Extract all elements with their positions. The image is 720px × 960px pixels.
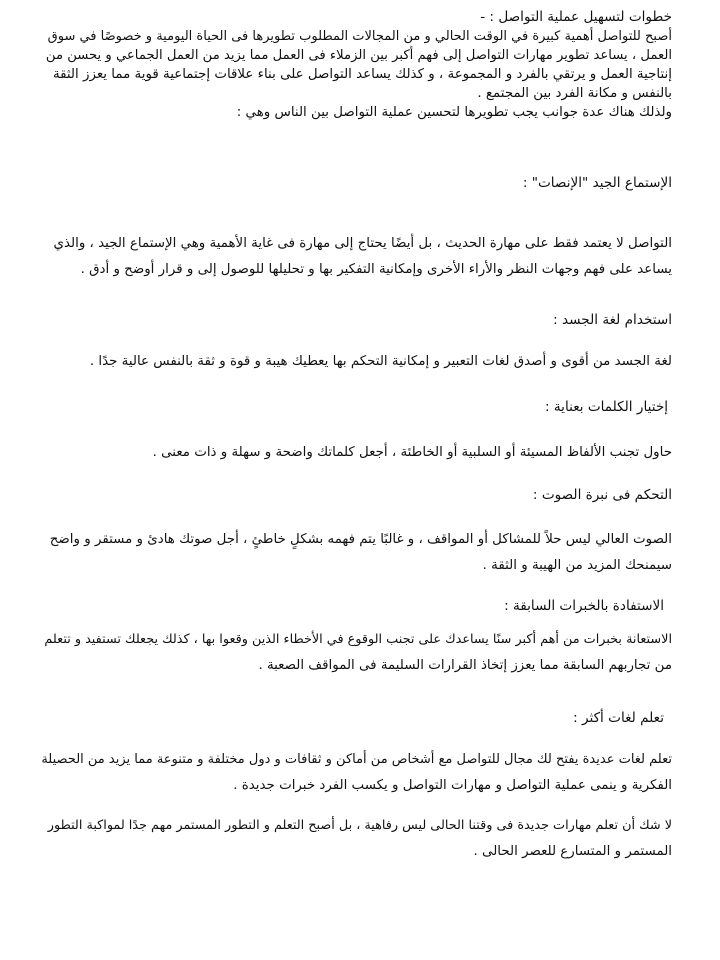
- intro-block: [40, 8, 672, 122]
- section-heading: إختيار الكلمات بعناية :: [544, 399, 668, 415]
- section-body-line: الاستعانة بخبرات من أهم أكبر سنًا يساعدك على تجنب الوقوع في الأخطاء الذين وقعوا بها ، كذلك يجعلك تستفيد و تتعلم: [44, 632, 672, 647]
- section-body-line: الصوت العالي ليس حلاً للمشاكل أو المواقف ، و غالبًا يتم فهمه بشكلٍ خاطئٍ ، أجل صوتك هادئ و مستقر و واضح: [49, 532, 672, 547]
- section-heading: الإستماع الجيد "الإنصات" :: [522, 175, 672, 191]
- intro-line: العمل ، يساعد تطوير مهارات التواصل إلى فهم أكبر بين الزملاء فى العمل مما يزيد من العمل الجماعي و يحسن من: [45, 48, 672, 63]
- section-heading: الاستفادة بالخبرات السابقة :: [504, 598, 664, 614]
- section-body-line: الفكرية و ينمى عملية التواصل و مهارات التواصل و يكسب الفرد خبرات جديدة .: [233, 778, 672, 793]
- intro-line: أصبح للتواصل أهمية كبيرة في الوقت الحالي و من المجالات المطلوب تطويرها فى الحياة اليومية و خصوصًا في سوق: [47, 29, 672, 44]
- section-heading: تعلم لغات أكثر :: [573, 710, 664, 726]
- section-body: [40, 527, 672, 579]
- section-body-line: حاول تجنب الألفاظ المسيئة أو السلبية أو الخاطئة ، أجعل كلماتك واضحة و سهلة و ذات معنى .: [152, 445, 672, 460]
- intro-line: إنتاجية العمل و يرتقي بالفرد و المجموعة ، و كذلك يساعد التواصل على بناء علاقات إجتماعية قوية مما يعزز الثقة: [52, 67, 672, 82]
- section-body-line: يساعد على فهم وجهات النظر والأراء الأخرى وإمكانية التفكير بها و تحليلها للوصول إلى و قرار أوضح و أدق .: [80, 262, 672, 277]
- section-body: [40, 440, 672, 466]
- section-body-line: تعلم لغات عديدة يفتح لك مجال للتواصل مع أشخاص من أماكن و ثقافات و دول مختلفة و متنوعة مما يزيد من الحصيلة: [41, 752, 672, 767]
- conclusion-block: [40, 813, 672, 865]
- conclusion-line: لا شك أن تعلم مهارات جديدة فى وقتنا الحالى ليس رفاهية ، بل أصبح التعلم و التطور المستمر مهم جدًا لمواكبة التطور: [47, 818, 672, 833]
- intro-line: ولذلك هناك عدة جوانب يجب تطويرها لتحسين عملية التواصل بين الناس وهي :: [236, 105, 672, 120]
- section-body-line: سيمنحك المزيد من الهيبة و الثقة .: [482, 558, 672, 573]
- conclusion-line: المستمر و المتسارع للعصر الحالى .: [473, 844, 672, 859]
- section-body-line: لغة الجسد من أقوى و أصدق لغات التعبير و إمكانية التحكم بها يعطيك هيبة و قوة و ثقة بالنفس عالية جدًا .: [89, 354, 672, 369]
- section-body: [40, 627, 672, 679]
- section-body: [40, 349, 672, 375]
- section-body: [40, 747, 672, 799]
- section-body: [40, 231, 672, 283]
- section-body-line: من تجاربهم السابقة مما يعزز إتخاذ القرارات السليمة فى المواقف الصعبة .: [258, 658, 672, 673]
- document-title: خطوات لتسهيل عملية التواصل : -: [480, 9, 672, 25]
- intro-line: بالنفس و مكانة الفرد بين المجتمع .: [477, 86, 672, 101]
- section-body-line: التواصل لا يعتمد فقط على مهارة الحديث ، بل أيضًا يحتاج إلى مهارة فى غاية الأهمية وهي الإستماع الجيد ، والذي: [53, 236, 672, 251]
- section-heading: التحكم فى نبرة الصوت :: [532, 487, 672, 503]
- section-heading: استخدام لغة الجسد :: [553, 312, 672, 328]
